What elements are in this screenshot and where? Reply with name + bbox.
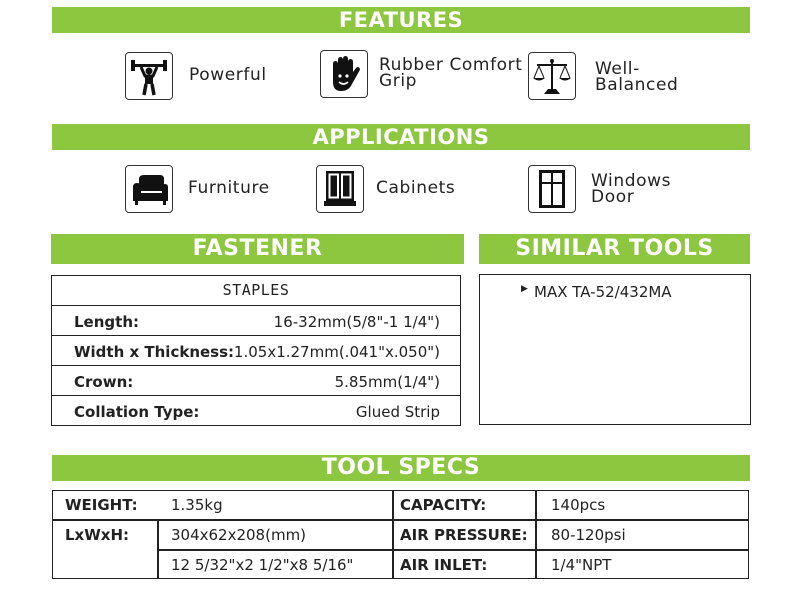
spec-inlet-label: AIR INLET: <box>400 556 488 574</box>
application-label-windows: Windows <box>591 171 672 191</box>
divider <box>392 519 748 521</box>
spec-dims-label: LxWxH: <box>65 526 130 544</box>
spec-pressure-label: AIR PRESSURE: <box>400 526 528 544</box>
fastener-key: Crown: <box>74 373 134 391</box>
feature-label-powerful: Powerful <box>189 65 267 85</box>
divider <box>535 491 537 578</box>
spec-weight-value: 1.35kg <box>171 496 223 514</box>
fastener-value: 16-32mm(5/8"-1 1/4") <box>273 313 440 331</box>
weightlifter-icon <box>125 52 173 100</box>
tool-specs-banner: TOOL SPECS <box>52 455 750 481</box>
spec-weight-label: WEIGHT: <box>65 496 138 514</box>
fastener-row-length <box>51 306 461 336</box>
applications-banner: APPLICATIONS <box>52 124 750 150</box>
spec-dims-imperial: 12 5/32"x2 1/2"x8 5/16" <box>171 556 354 574</box>
divider <box>392 549 748 551</box>
window-door-icon <box>528 165 576 213</box>
fastener-row-width-thickness <box>51 336 461 366</box>
spec-pressure-value: 80-120psi <box>551 526 626 544</box>
spec-capacity-value: 140pcs <box>551 496 606 514</box>
similar-tool-label: MAX TA-52/432MA <box>534 283 672 301</box>
fastener-value: Glued Strip <box>355 403 440 421</box>
cabinet-icon <box>316 165 364 213</box>
application-label-door: Door <box>591 187 635 207</box>
tool-specs-table <box>52 490 749 579</box>
spec-dims-metric: 304x62x208(mm) <box>171 526 307 544</box>
fastener-value: 5.85mm(1/4") <box>334 373 440 391</box>
fastener-row-crown <box>51 366 461 396</box>
divider <box>53 519 392 521</box>
similar-tools-banner: SIMILAR TOOLS <box>479 234 750 264</box>
divider <box>157 549 392 551</box>
hand-grip-icon <box>320 50 368 98</box>
fastener-key: Length: <box>74 313 139 331</box>
feature-label-balanced-line1: Well- <box>595 59 640 79</box>
feature-label-grip-line1: Rubber Comfort <box>379 55 523 75</box>
features-banner: FEATURES <box>52 7 750 33</box>
feature-label-balanced-line2: Balanced <box>595 75 679 95</box>
similar-tools-list <box>479 274 751 425</box>
fastener-row-collation <box>51 396 461 426</box>
divider <box>392 491 394 578</box>
fastener-banner: FASTENER <box>51 234 464 264</box>
fastener-key: Collation Type: <box>74 403 200 421</box>
similar-tool-item[interactable] <box>521 283 672 301</box>
balance-scale-icon <box>528 52 576 100</box>
fastener-value: 1.05x1.27mm(.041"x.050") <box>233 343 440 361</box>
application-label-cabinets: Cabinets <box>376 178 456 198</box>
application-label-furniture: Furniture <box>188 178 270 198</box>
feature-label-grip-line2: Grip <box>379 71 418 91</box>
armchair-icon <box>125 165 173 213</box>
triangle-bullet-icon: ▶ <box>521 284 528 294</box>
fastener-type-header: STAPLES <box>51 275 461 306</box>
spec-capacity-label: CAPACITY: <box>400 496 487 514</box>
spec-inlet-value: 1/4"NPT <box>551 556 612 574</box>
fastener-key: Width x Thickness: <box>74 343 235 361</box>
